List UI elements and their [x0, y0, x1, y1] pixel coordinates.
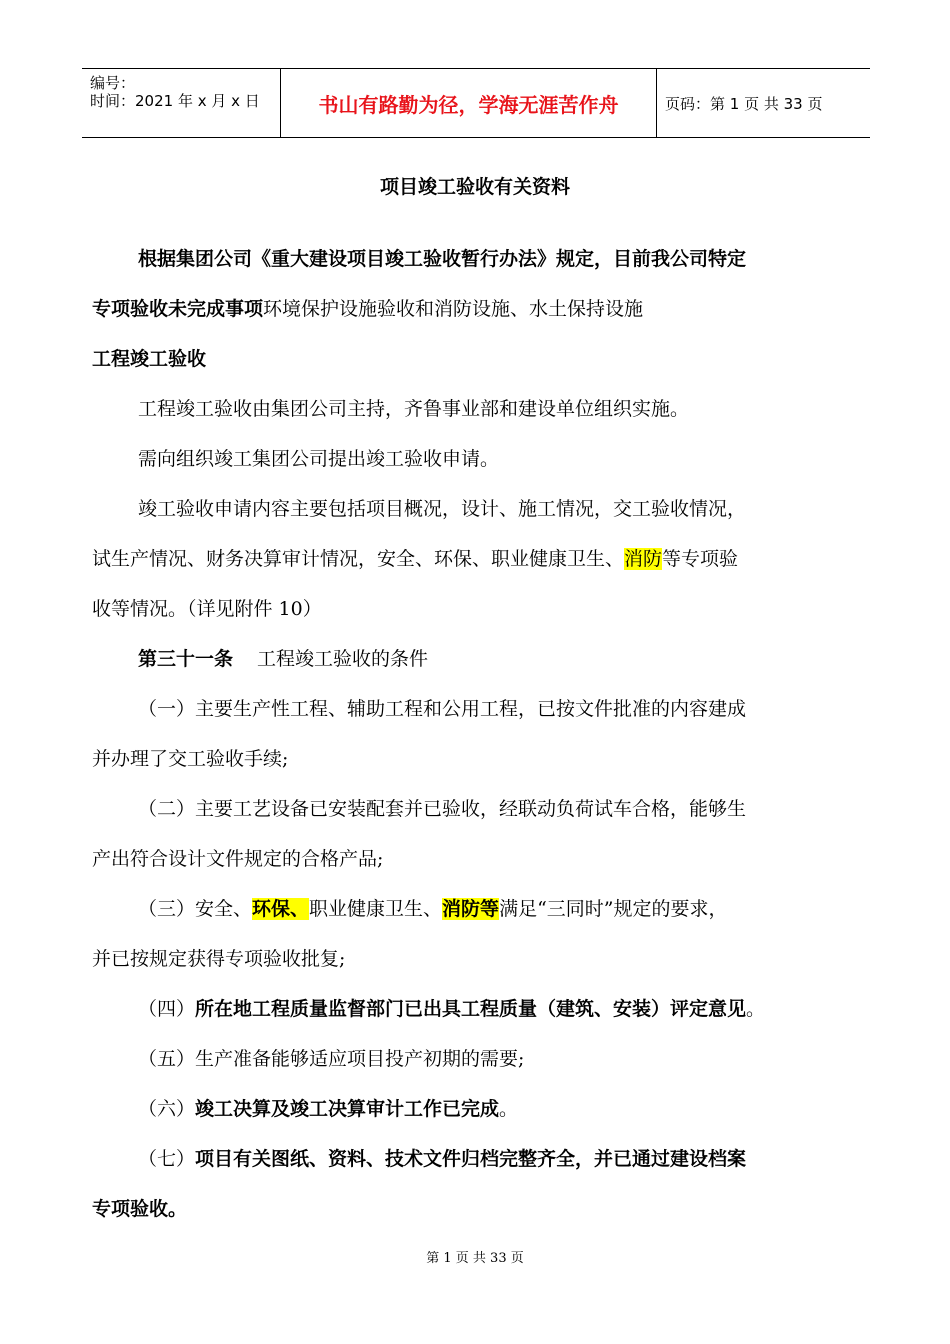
highlighted-text: 消防 — [624, 548, 663, 570]
section-heading: 工程竣工验收 — [92, 348, 207, 370]
number-label: 编号： — [90, 74, 136, 92]
paragraph-line — [92, 294, 643, 324]
list-item — [138, 994, 765, 1024]
header-page-info: 页码：第 1 页 共 33 页 — [665, 94, 823, 113]
paragraph-line: 需向组织竣工集团公司提出竣工验收申请。 — [138, 448, 500, 470]
bold-text: 竣工决算及竣工决算审计工作已完成 — [195, 1098, 500, 1120]
list-item: （五）生产准备能够适应项目投产初期的需要; — [138, 1048, 525, 1070]
list-item — [138, 1094, 518, 1124]
date-label: 时间：2021 年 x 月 x 日 — [90, 92, 260, 110]
list-item-continuation: 并办理了交工验收手续; — [92, 748, 289, 770]
list-item: （一）主要生产性工程、辅助工程和公用工程，已按文件批准的内容建成 — [138, 698, 747, 720]
header-divider — [656, 69, 657, 137]
article-heading — [138, 644, 428, 674]
paragraph-line — [92, 544, 738, 574]
list-item-continuation: 专项验收。 — [92, 1198, 188, 1220]
header-meta-cell — [82, 69, 280, 137]
bold-text: 项目有关图纸、资料、技术文件归档完整齐全，并已通过建设档案 — [195, 1148, 747, 1170]
list-item: （二）主要工艺设备已安装配套并已验收，经联动负荷试车合格，能够生 — [138, 798, 747, 820]
page-footer: 第 1 页 共 33 页 — [426, 1251, 524, 1266]
item-prefix: （六） — [138, 1098, 196, 1120]
paragraph-line: 收等情况。（详见附件 10） — [92, 598, 322, 620]
paragraph-line: 竣工验收申请内容主要包括项目概况，设计、施工情况，交工验收情况， — [138, 498, 747, 520]
body-text: 等专项验 — [662, 548, 739, 570]
list-item-continuation: 并已按规定获得专项验收批复; — [92, 948, 346, 970]
article-number: 第三十一条 — [138, 648, 234, 670]
bold-text: 专项验收未完成事项 — [92, 298, 264, 320]
highlighted-text: 消防等 — [442, 898, 500, 920]
body-text: 环境保护设施验收和消防设施、水土保持设施 — [263, 298, 644, 320]
body-text: 。 — [746, 998, 766, 1020]
body-text: 。 — [499, 1098, 519, 1120]
body-text: （三）安全、 — [138, 898, 253, 920]
body-text: 满足“三同时”规定的要求， — [499, 898, 728, 920]
list-item — [138, 1144, 746, 1174]
document-header — [82, 68, 870, 138]
paragraph-line: 工程竣工验收由集团公司主持，齐鲁事业部和建设单位组织实施。 — [138, 398, 690, 420]
paragraph-line: 根据集团公司《重大建设项目竣工验收暂行办法》规定，目前我公司特定 — [138, 248, 747, 270]
article-title: 工程竣工验收的条件 — [257, 648, 429, 670]
header-motto: 书山有路勤为径，学海无涯苦作舟 — [318, 92, 619, 117]
body-text: 职业健康卫生、 — [309, 898, 443, 920]
list-item — [138, 894, 728, 924]
bold-text: 所在地工程质量监督部门已出具工程质量（建筑、安装）评定意见 — [195, 998, 747, 1020]
list-item-continuation: 产出符合设计文件规定的合格产品; — [92, 848, 384, 870]
highlighted-text: 环保、 — [252, 898, 310, 920]
body-text: 试生产情况、财务决算审计情况，安全、环保、职业健康卫生、 — [92, 548, 625, 570]
document-title: 项目竣工验收有关资料 — [379, 176, 570, 198]
item-prefix: （四） — [138, 998, 196, 1020]
item-prefix: （七） — [138, 1148, 196, 1170]
